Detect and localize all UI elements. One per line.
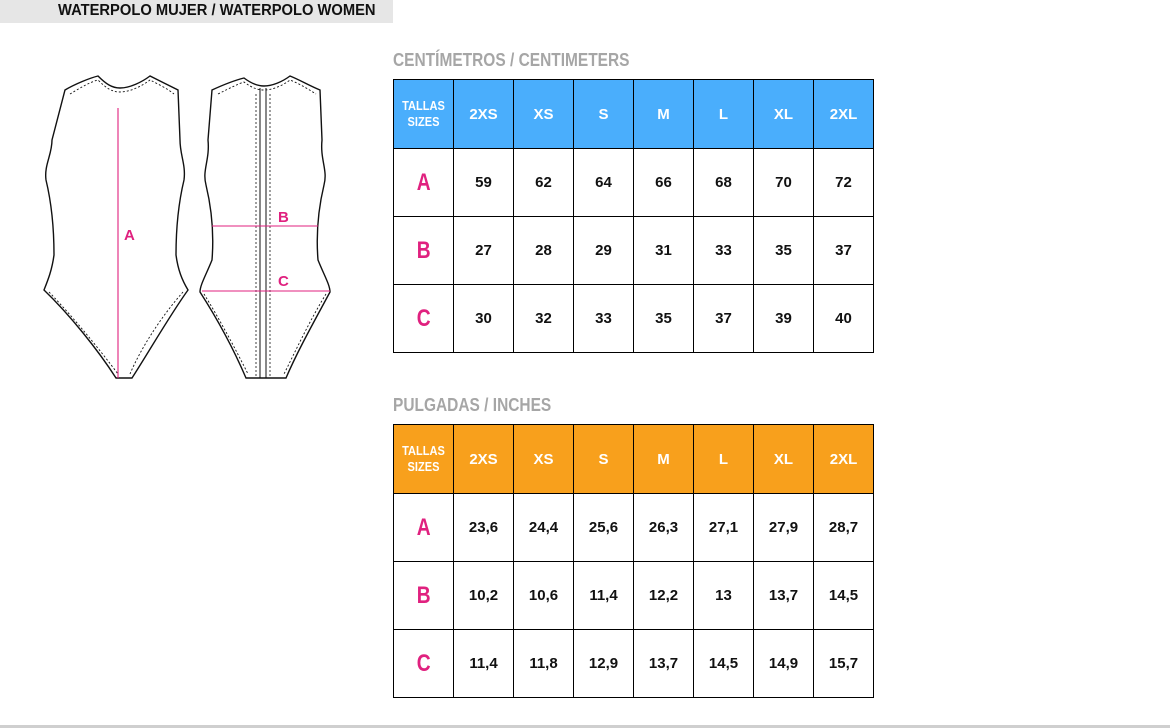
- table-cell: 24,4: [514, 494, 574, 562]
- table-cell: 10,2: [454, 562, 514, 630]
- size-header-s: S: [574, 425, 634, 494]
- sizes-header-cell: [394, 425, 454, 494]
- table-cell: 27,1: [694, 494, 754, 562]
- size-header-s: S: [574, 80, 634, 149]
- size-header-2xs: 2XS: [454, 425, 514, 494]
- table-cell: 62: [514, 149, 574, 217]
- table-cell: 30: [454, 285, 514, 353]
- table-cell: 70: [754, 149, 814, 217]
- table-row: [394, 494, 874, 562]
- table-cell: 35: [634, 285, 694, 353]
- table-cell: 31: [634, 217, 694, 285]
- table-row: [394, 285, 874, 353]
- measure-label-c: C: [278, 273, 289, 290]
- table-cell: 68: [694, 149, 754, 217]
- table-cell: 12,9: [574, 630, 634, 698]
- page-title: WATERPOLO MUJER / WATERPOLO WOMEN: [58, 2, 376, 19]
- sizes-header-cell: [394, 80, 454, 149]
- table-cell: 37: [694, 285, 754, 353]
- table-cell: 14,5: [814, 562, 874, 630]
- size-header-2xs: 2XS: [454, 80, 514, 149]
- table-cell: 11,8: [514, 630, 574, 698]
- table-cell: 29: [574, 217, 634, 285]
- table-cell: 59: [454, 149, 514, 217]
- header-label-sizes: SIZES: [407, 114, 440, 129]
- table-cell: 11,4: [454, 630, 514, 698]
- table-row: [394, 149, 874, 217]
- centimeters-size-table: [393, 79, 874, 353]
- table-cell: 64: [574, 149, 634, 217]
- table-cell: 13: [694, 562, 754, 630]
- title-bar: [0, 0, 393, 23]
- row-label-b: B: [394, 562, 454, 630]
- measure-label-a: A: [124, 227, 135, 244]
- size-header-xs: XS: [514, 425, 574, 494]
- table-cell: 26,3: [634, 494, 694, 562]
- row-label-c: C: [394, 630, 454, 698]
- inches-size-table: [393, 424, 874, 698]
- table-row: [394, 562, 874, 630]
- table-cell: 28,7: [814, 494, 874, 562]
- table-cell: 39: [754, 285, 814, 353]
- table-cell: 33: [574, 285, 634, 353]
- table-cell: 13,7: [754, 562, 814, 630]
- table-cell: 27: [454, 217, 514, 285]
- row-label-c: C: [394, 285, 454, 353]
- size-header-xs: XS: [514, 80, 574, 149]
- table-row: [394, 217, 874, 285]
- row-label-a: A: [394, 149, 454, 217]
- row-label-a: A: [394, 494, 454, 562]
- table-cell: 28: [514, 217, 574, 285]
- table-cell: 35: [754, 217, 814, 285]
- table-cell: 10,6: [514, 562, 574, 630]
- table-cell: 12,2: [634, 562, 694, 630]
- table-cell: 13,7: [634, 630, 694, 698]
- table-cell: 14,5: [694, 630, 754, 698]
- table-cell: 23,6: [454, 494, 514, 562]
- header-label-tallas: TALLAS: [402, 98, 445, 113]
- swimsuit-front-drawing: [44, 76, 188, 378]
- table-header-row: [394, 425, 874, 494]
- swimsuit-diagram: [40, 70, 340, 390]
- table-cell: 37: [814, 217, 874, 285]
- table-row: [394, 630, 874, 698]
- table-cell: 11,4: [574, 562, 634, 630]
- size-header-l: L: [694, 80, 754, 149]
- table-cell: 32: [514, 285, 574, 353]
- inches-title: PULGADAS / INCHES: [393, 395, 552, 415]
- row-label-b: B: [394, 217, 454, 285]
- table-cell: 66: [634, 149, 694, 217]
- centimeters-title: CENTÍMETROS / CENTIMETERS: [393, 50, 630, 70]
- table-cell: 14,9: [754, 630, 814, 698]
- measure-label-b: B: [278, 209, 289, 226]
- table-cell: 27,9: [754, 494, 814, 562]
- size-header-xl: XL: [754, 80, 814, 149]
- table-cell: 72: [814, 149, 874, 217]
- table-cell: 15,7: [814, 630, 874, 698]
- table-cell: 25,6: [574, 494, 634, 562]
- header-label-tallas: TALLAS: [402, 443, 445, 458]
- size-header-m: M: [634, 425, 694, 494]
- size-header-2xl: 2XL: [814, 425, 874, 494]
- size-header-2xl: 2XL: [814, 80, 874, 149]
- size-header-l: L: [694, 425, 754, 494]
- header-label-sizes: SIZES: [407, 459, 440, 474]
- size-header-xl: XL: [754, 425, 814, 494]
- size-header-m: M: [634, 80, 694, 149]
- table-header-row: [394, 80, 874, 149]
- swimsuit-back-drawing: [200, 76, 330, 378]
- table-cell: 33: [694, 217, 754, 285]
- table-cell: 40: [814, 285, 874, 353]
